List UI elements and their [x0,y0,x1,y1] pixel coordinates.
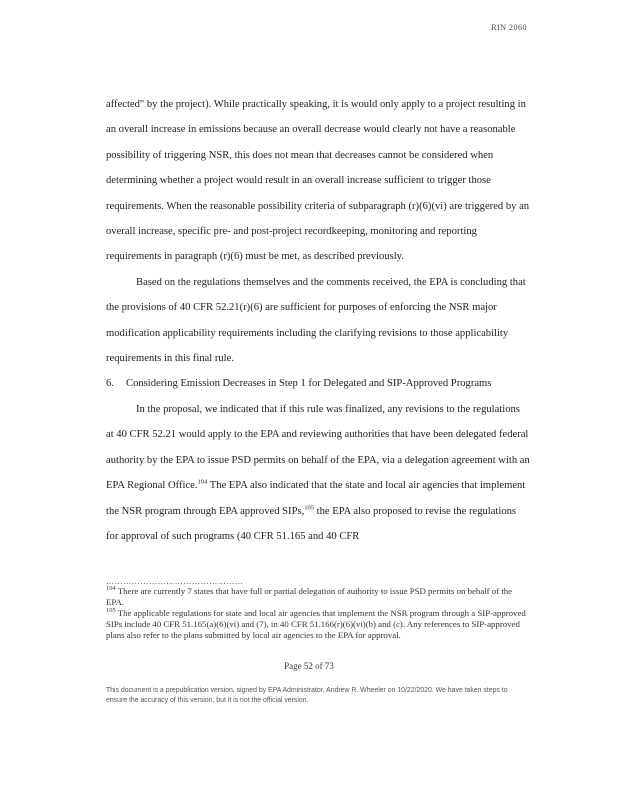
footnote-text: There are currently 7 states that have full or partial delegation of authority to issue PSD permits on behalf of the EPA. [106,586,513,607]
paragraph-3-part-a: In the proposal, we indicated that if this rule was finalized, any revisions to the regulations at 40 CFR 52.21 would apply to the EPA and reviewing authorities that have been delegated federal authority by the EPA to issue PSD permits on behalf of the EPA, via a delegation agreement with an EPA Regional Office. [106,403,530,492]
footnote-ref-104[interactable]: 104 [197,478,208,486]
footnote-105 [106,608,530,641]
footnote-104 [106,586,530,608]
body-text [106,92,530,549]
paragraph-3-part-c: the EPA also proposed to revise the regulations for approval of such programs (40 CFR 51.165 and 40 CFR [106,505,517,542]
section-number: 6. [106,378,114,390]
prepublication-disclaimer: This document is a prepublication version, signed by EPA Administrator, Andrew R. Wheeler on 10/22/2020. We have taken steps to ensure the accuracy of this version, but it is not the official version. [106,687,508,704]
footnote-number: 104 [106,585,116,593]
footnotes [106,586,530,641]
section-heading [106,371,530,396]
page-number: Page 52 of 73 [284,661,334,671]
footnote-number: 105 [106,607,116,615]
paragraph-1: affected" by the project). While practically speaking, it is would only apply to a project resulting in an overall increase in emissions because an overall decrease would clearly not have a reasonable possibility of triggering NSR, this does not mean that decreases cannot be considered when determining whether a project would result in an overall increase sufficient to trigger those requirements. When the reasonable possibility criteria of subparagraph (r)(6)(vi) are triggered by an overall increase, specific pre- and post-project recordkeeping, monitoring and reporting requirements in paragraph (r)(6) must be met, as described previously. [106,99,530,263]
footnote-text: The applicable regulations for state and local air agencies that implement the NSR program through a SIP-approved SIPs include 40 CFR 51.165(a)(6)(vi) and (7), in 40 CFR 51.166(r)(6)(vi)(b) and (c). Any references to SIP-approved plans also refer to the plans submitted by local air agencies to the EPA for approval. [106,608,526,640]
paragraph-2: Based on the regulations themselves and the comments received, the EPA is concluding that the provisions of 40 CFR 52.21(r)(6) are sufficient for purposes of enforcing the NSR major modification applicability requirements including the clarifying revisions to those applicability requirements in this final rule. [106,276,526,365]
section-title: Considering Emission Decreases in Step 1 for Delegated and SIP-Approved Programs [126,378,492,390]
paragraph-3 [106,397,530,549]
footnote-separator: ………………………………………… [106,577,244,586]
document-id: RIN 2060 [491,23,527,32]
paragraph-3-part-b: The EPA also indicated that the state and local air agencies that implement the NSR program through EPA approved SIPs, [106,480,526,517]
footnote-ref-105[interactable]: 105 [304,503,314,511]
